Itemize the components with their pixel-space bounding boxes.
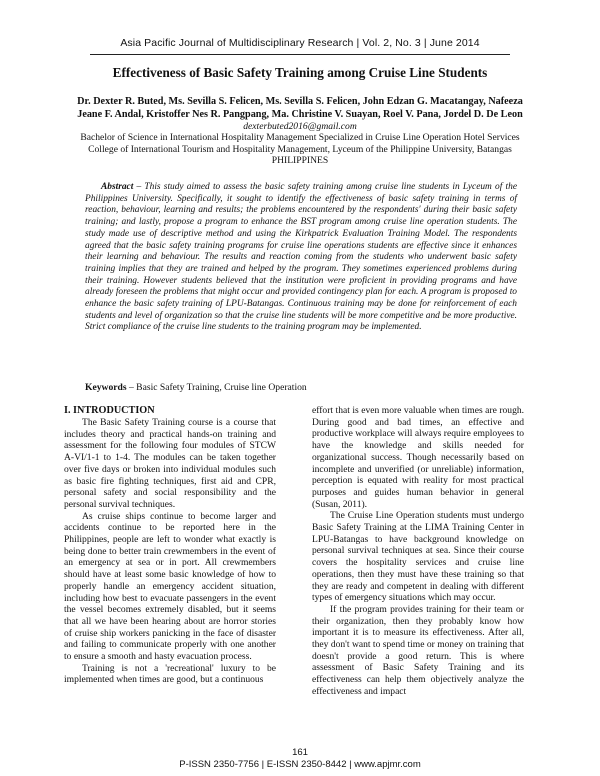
affiliation-country: PHILIPPINES [271, 155, 329, 166]
keywords [85, 382, 517, 393]
paper-title: Effectiveness of Basic Safety Training among Cruise Line Students [112, 65, 488, 80]
abstract [85, 182, 517, 334]
paragraph: The Basic Safety Training course is a course that includes theory and practical hands-on training and assessment for the following four modules of STCW A-VI/1-1 to 1-4. The modules can be taken together over five days or broken into individual modules such as basic fire fighting techniques, first aid and CPR, personal safety and social responsibility and the personal survival techniques. [64, 417, 276, 510]
authors-line-1: Dr. Dexter R. Buted, Ms. Sevilla S. Felicen, Ms. Sevilla S. Felicen, John Edzan G. Macatangay, Nafeeza [77, 96, 523, 107]
paragraph: Training is not a 'recreational' luxury to be implemented when times are good, but a continuous [64, 662, 276, 686]
section-heading-introduction: I. INTRODUCTION [64, 405, 155, 416]
paragraph: The Cruise Line Operation students must undergo Basic Safety Training at the LIMA Training Center in LPU-Batangas to have background knowledge on personal survival techniques at sea. Since their course covers the hospitality services and cruise line operations, then they must have these training so that they are ready and competent in dealing with different types of emergency situations which may occur. [312, 510, 524, 604]
keywords-label: Keywords [85, 382, 127, 393]
page-number: 161 [292, 747, 308, 758]
paragraph: As cruise ships continue to become larger and accidents continue to be reported here in the Philippines, people are left to wonder what exactly is being done to better train crewmembers in the event of an emergency at sea or in port. All crewmembers should have at least some basic knowledge of how to properly handle an emergency accident situation, including how best to evacuate passengers in the event the vessel becomes extremely disabled, but it seems that all we have been hearing about are horror stories of cruise ship workers panicking in the face of disaster and failing to communicate properly with one another to ensure a smooth and hasty evacuation process. [64, 510, 276, 663]
affiliation-line-2: College of International Tourism and Hospitality Management, Lyceum of the Philippine University, Batangas [88, 144, 512, 155]
body-column-left [64, 405, 276, 686]
abstract-text: – This study aimed to assess the basic safety training among cruise line students in Lyceum of the Philippines University. Specifically, it sought to identify the effectiveness of basic safety training in terms of reaction, behaviour, learning and results; the problems encountered by the respondents' during their basic safety training; and lastly, propose a program to enhance the BST program among cruise line operation students. The study made use of descriptive method and using the Kirkpatrick Evaluation Training Model. The respondents agreed that the basic safety training programs for cruise line operations students are effective since it enhances their learning and behaviour. The results and reaction coming from the students who underwent basic safety training implies that they are trained and helped by the program. They sometimes experienced problems during their training. However students believed that the institution were proficient in providing programs and have already foreseen the problems that might occur and provided contingency plan for each. A program is proposed to enhance the basic safety training of LPU-Batangas. Continuous training may be done for reinforcement of each students and level of organization so that the cruise line students will be more competitive and be more productive. Strict compliance of the cruise line students to the training program may be implemented. [85, 182, 517, 333]
author-list [50, 96, 550, 121]
paragraph: If the program provides training for their team or their organization, then they probably know how important it is to measure its effectiveness. After all, they don't want to spend time or money on training that doesn't provide a good return. This is where assessment of Basic Safety Training and its effectiveness can help them objectively analyze the effectiveness and impact [312, 603, 524, 697]
body-column-right [312, 405, 524, 698]
header-divider [90, 54, 510, 55]
paragraph: effort that is even more valuable when times are rough. During good and bad times, an effective and productive workplace will always require employees to have the knowledge and skills needed for organizational success. Though necessarily based on incomplete and unverified (or unreliable) information, perception is equated with reality for most practical purposes and guides human behavior in general (Susan, 2011). [312, 405, 524, 510]
authors-line-2: Jeane F. Andal, Kristoffer Nes R. Pangpang, Ma. Christine V. Suayan, Roel V. Pana, Jordel D. De Leon [77, 108, 523, 120]
affiliation-line-1: Bachelor of Science in International Hospitality Management Specialized in Cruise Line Operation Hotel Services [80, 132, 520, 143]
issn-footer: P-ISSN 2350-7756 | E-ISSN 2350-8442 | www.apjmr.com [179, 759, 421, 770]
journal-header: Asia Pacific Journal of Multidisciplinary Research | Vol. 2, No. 3 | June 2014 [120, 37, 480, 49]
keywords-text: – Basic Safety Training, Cruise line Operation [126, 382, 307, 393]
abstract-label: Abstract [101, 182, 134, 192]
author-email: dexterbuted2016@gmail.com [243, 121, 357, 132]
